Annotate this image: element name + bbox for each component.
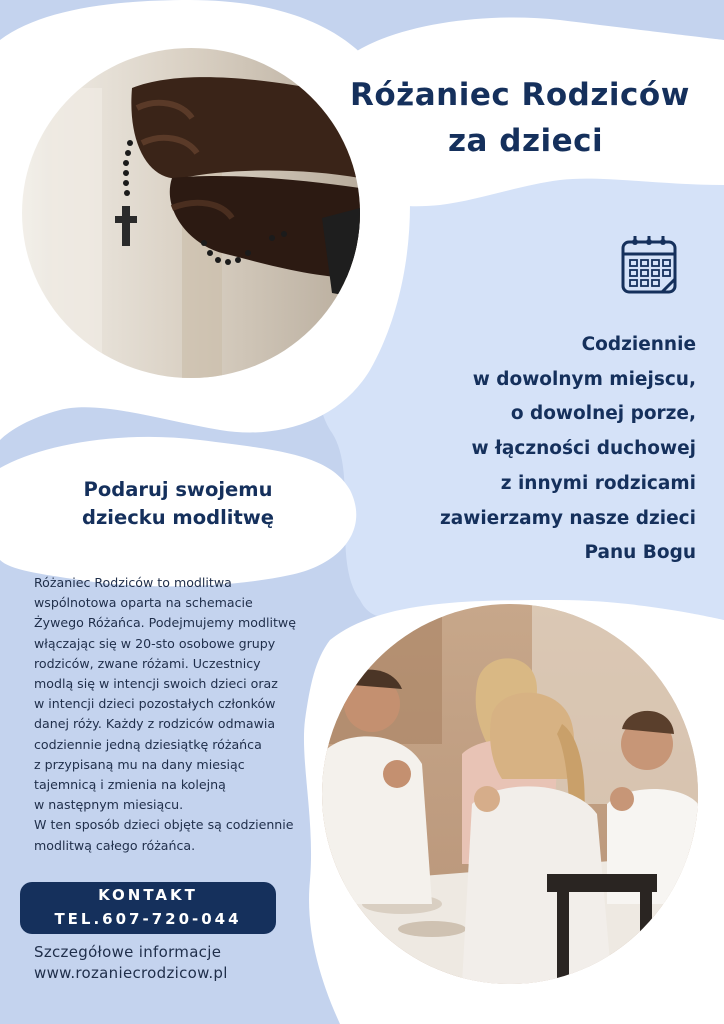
description-line: codziennie jedną dziesiątkę różańca — [34, 736, 262, 752]
description-line: z przypisaną mu na dany miesiąc — [34, 756, 245, 772]
title-line-1: Różaniec Rodziców — [350, 77, 690, 113]
description-line: W ten sposób dzieci objęte są codziennie — [34, 817, 294, 833]
description-line: danej róży. Każdy z rodziców odmawia — [34, 716, 276, 732]
description-line: w następnym miesiącu. — [34, 797, 184, 813]
contact-box — [20, 882, 276, 934]
tagline-line: w łączności duchowej — [471, 438, 696, 460]
description-line: w intencji dzieci pozostałych członków — [34, 696, 276, 712]
tagline — [360, 328, 696, 571]
tagline-line: zawierzamy nasze dzieci — [439, 507, 696, 529]
website-link[interactable]: www.rozaniecrodzicow.pl — [34, 964, 228, 982]
description-line: modlą się w intencji swoich dzieci oraz — [34, 676, 278, 692]
info-block — [34, 942, 314, 984]
gift-heading-line-2: dziecku modlitwę — [81, 506, 275, 529]
description-line: wspólnotowa oparta na schemacie — [34, 595, 253, 611]
rosary-hands-photo — [22, 48, 360, 378]
description-line: modlitwą całego różańca. — [34, 837, 196, 853]
tagline-line: z innymi rodzicami — [500, 472, 696, 494]
contact-label: KONTAKT — [98, 886, 198, 904]
gift-heading — [48, 476, 308, 532]
page-title — [320, 72, 724, 164]
title-line-2: za dzieci — [448, 123, 604, 159]
tagline-line: w dowolnym miejscu, — [472, 368, 696, 390]
info-text: Szczegółowe informacje — [34, 943, 222, 961]
description-line: Żywego Różańca. Podejmujemy modlitwę — [34, 615, 296, 631]
description-line: Różaniec Rodziców to modlitwa — [34, 575, 232, 590]
tagline-line: Codziennie — [581, 334, 696, 355]
description-line: tajemnicą i zmienia na kolejną — [34, 777, 226, 793]
contact-phone[interactable]: TEL.607-720-044 — [54, 910, 242, 928]
description-text — [34, 573, 334, 856]
family-praying-photo — [322, 604, 698, 984]
tagline-line: Panu Bogu — [584, 542, 696, 564]
tagline-line: o dowolnej porze, — [510, 403, 696, 425]
description-line: włączając się w 20-sto osobowe grupy — [34, 635, 276, 651]
description-line: rodziców, zwane różami. Uczestnicy — [34, 655, 261, 671]
calendar-icon — [620, 234, 678, 296]
gift-heading-line-1: Podaruj swojemu — [83, 478, 273, 501]
